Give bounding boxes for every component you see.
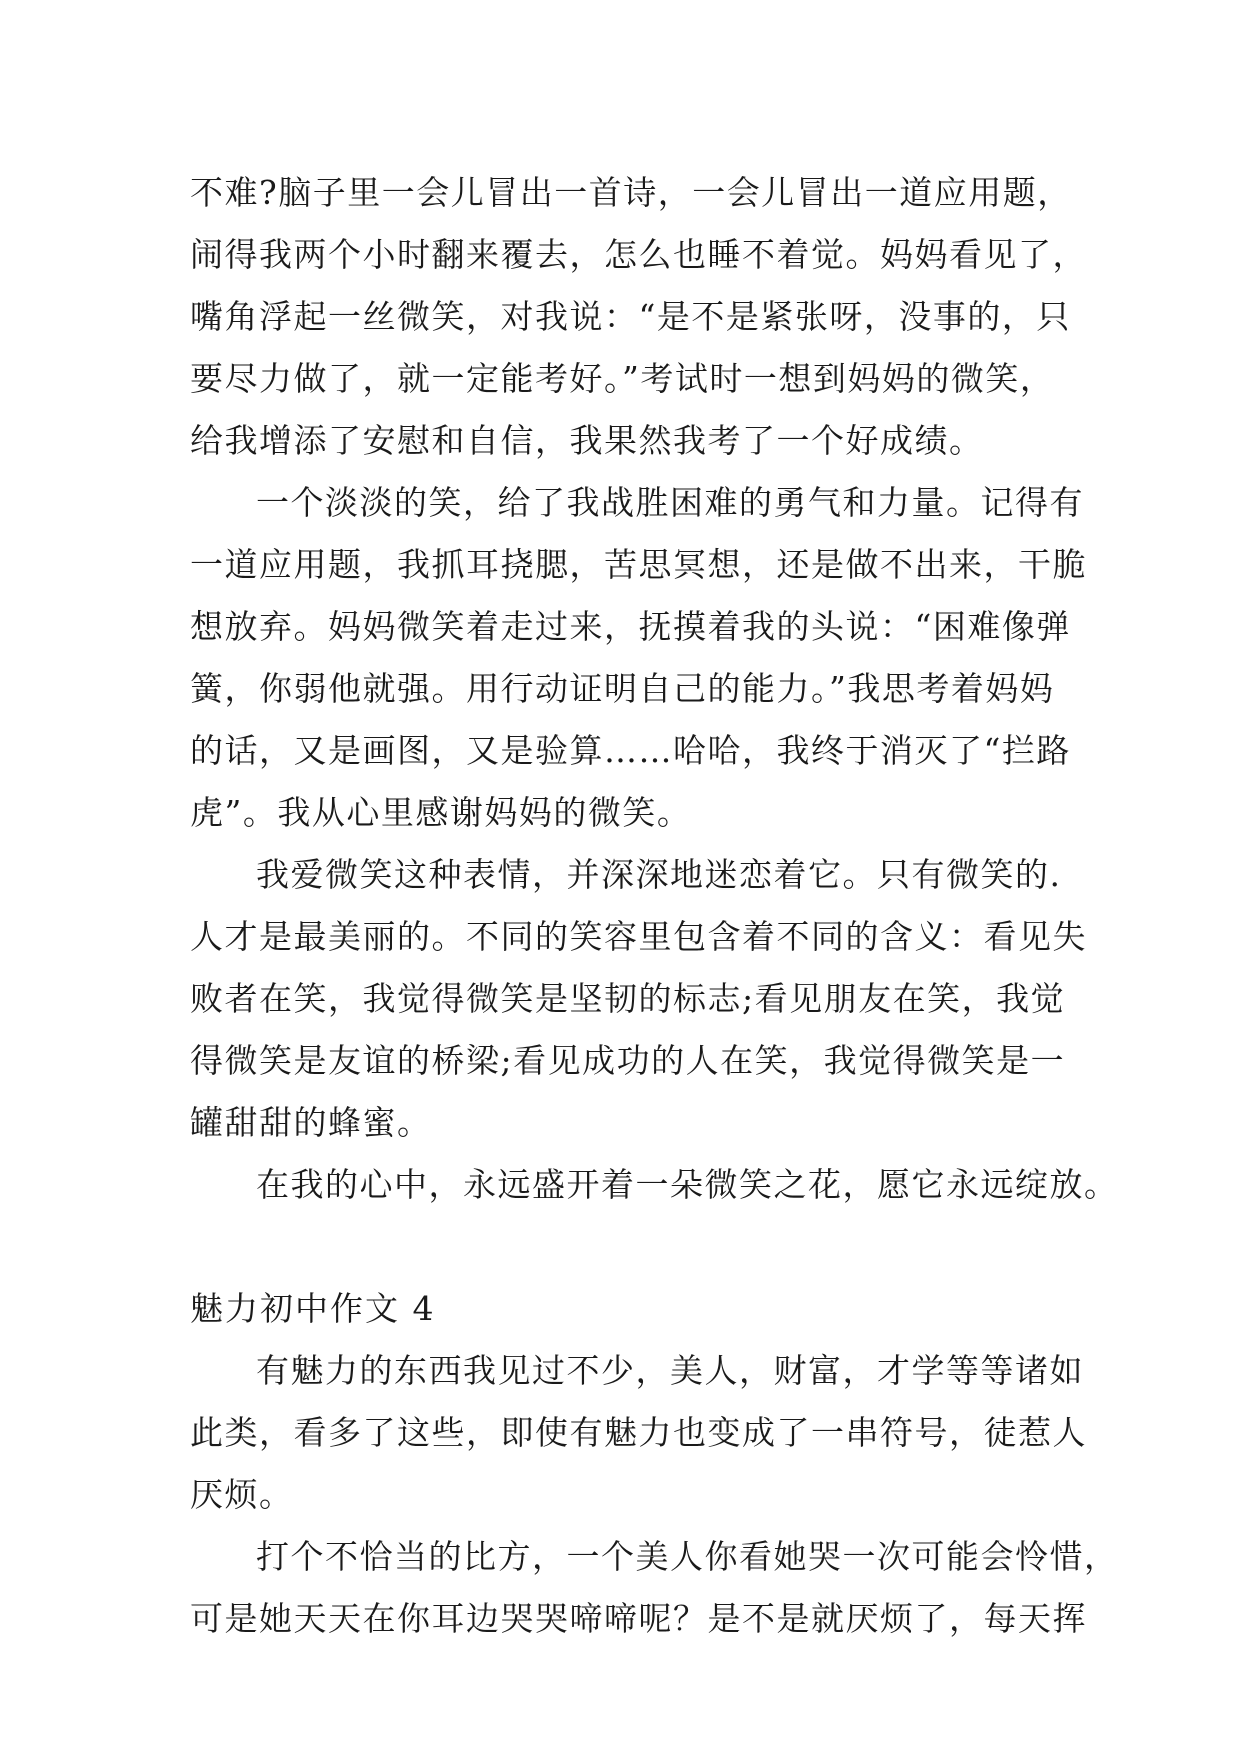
text-line: 闹得我两个小时翻来覆去，怎么也睡不着觉。妈妈看见了， [190,235,1087,274]
text-line: 此类，看多了这些，即使有魅力也变成了一串符号，徒惹人 [190,1413,1087,1452]
text-line: 虎”。我从心里感谢妈妈的微笑。 [190,793,692,832]
text-line: 给我增添了安慰和自信，我果然我考了一个好成绩。 [190,421,984,460]
text-line: 得微笑是友谊的桥梁;看见成功的人在笑，我觉得微笑是一 [190,1041,1066,1080]
text-line: 嘴角浮起一丝微笑，对我说：“是不是紧张呀，没事的，只 [190,297,1071,336]
text-line: 败者在笑，我觉得微笑是坚韧的标志;看见朋友在笑，我觉 [190,979,1066,1018]
paragraph-start-line: 有魅力的东西我见过不少，美人，财富，才学等等诸如 [256,1351,1084,1390]
text-line: 不难?脑子里一会儿冒出一首诗，一会儿冒出一道应用题， [190,173,1072,212]
paragraph-start-line: 打个不恰当的比方，一个美人你看她哭一次可能会怜惜， [256,1537,1119,1576]
text-line: 罐甜甜的蜂蜜。 [190,1103,432,1142]
document-body [190,162,1119,1650]
section-heading: 魅力初中作文 4 [190,1289,436,1328]
paragraph-start-line: 一个淡淡的笑，给了我战胜困难的勇气和力量。记得有 [256,483,1084,522]
text-line: 可是她天天在你耳边哭哭啼啼呢？是不是就厌烦了，每天挥 [190,1599,1087,1638]
text-line: 要尽力做了，就一定能考好。”考试时一想到妈妈的微笑， [190,359,1055,398]
text-line: 一道应用题，我抓耳挠腮，苦思冥想，还是做不出来，干脆 [190,545,1087,584]
text-line: 的话，又是画图，又是验算……哈哈，我终于消灭了“拦路 [190,731,1071,770]
paragraph-start-line: 在我的心中，永远盛开着一朵微笑之花，愿它永远绽放。 [256,1165,1119,1204]
section-gap [190,1216,1060,1278]
text-line: 厌烦。 [190,1475,294,1514]
paragraph-start-line: 我爱微笑这种表情，并深深地迷恋着它。只有微笑的. [256,855,1062,894]
text-line: 想放弃。妈妈微笑着走过来，抚摸着我的头说：“困难像弹 [190,607,1071,646]
text-line: 人才是最美丽的。不同的笑容里包含着不同的含义：看见失 [190,917,1087,956]
text-line: 簧，你弱他就强。用行动证明自己的能力。”我思考着妈妈 [190,669,1055,708]
